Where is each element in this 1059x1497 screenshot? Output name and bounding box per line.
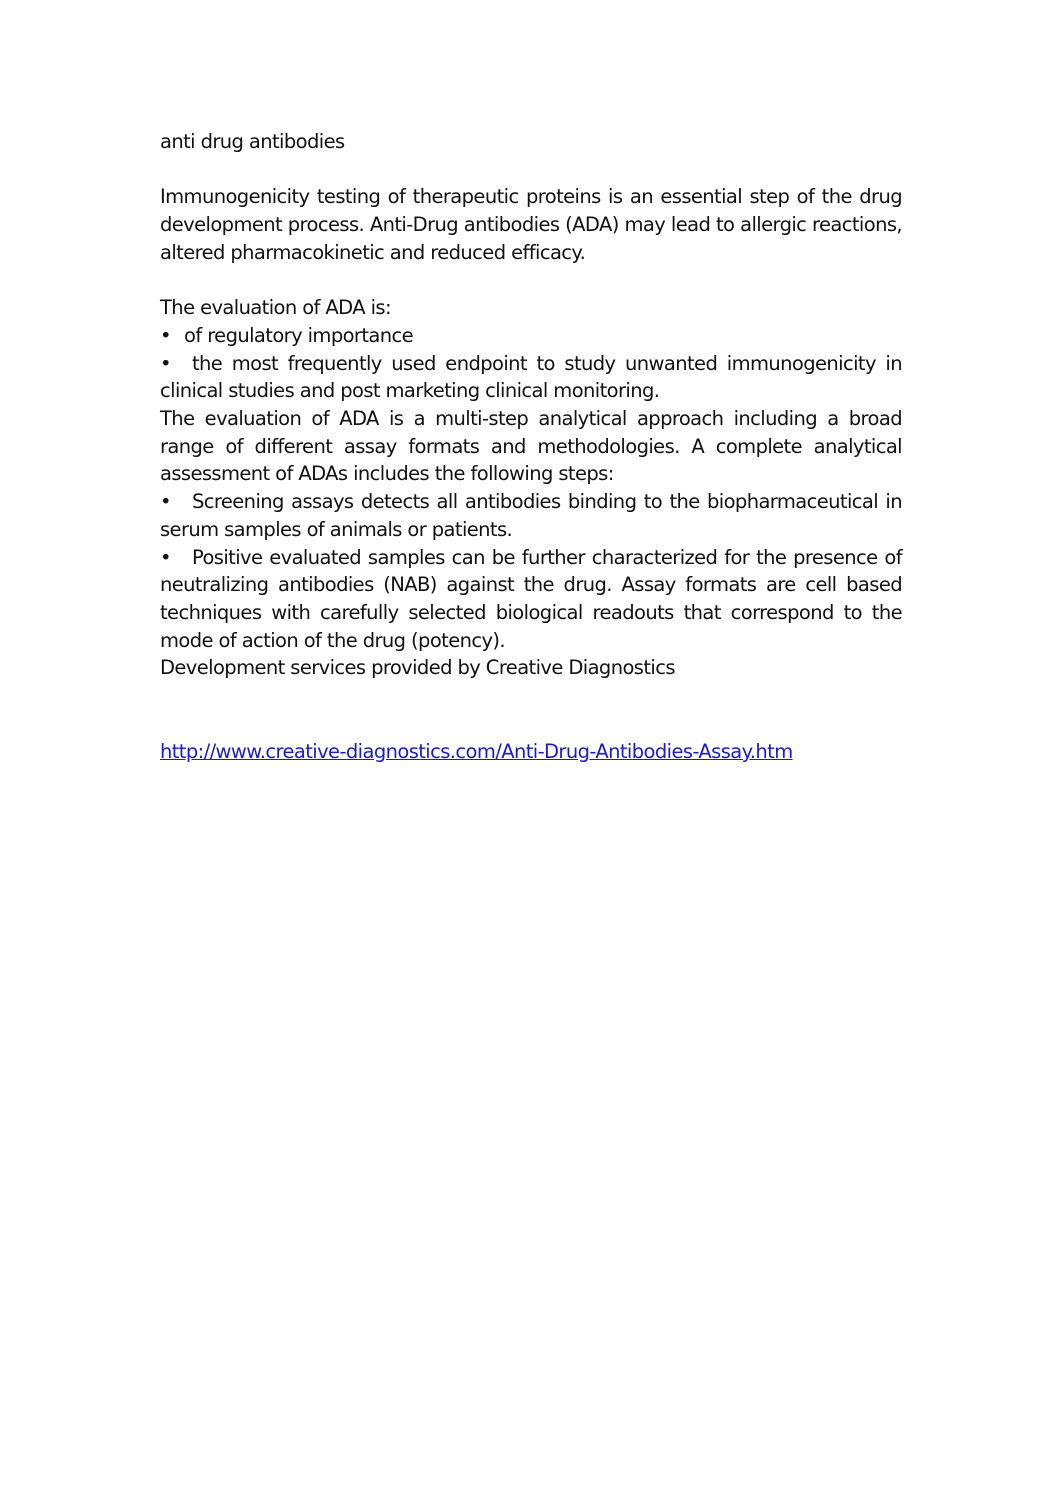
- document-body: [160, 128, 902, 682]
- spacer: [160, 267, 902, 295]
- spacer: [160, 156, 902, 184]
- bullet-icon: •: [160, 490, 171, 514]
- evaluation-point-text: of regulatory importance: [184, 323, 414, 347]
- evaluation-heading: The evaluation of ADA is:: [160, 296, 391, 320]
- step-text: Positive evaluated samples can be further characterized for the presence of neutralizing antibodies (NAB) against the drug. Assay formats are cell based techniques with carefully selected biological readouts that correspond to the mode of action of the drug (potency).: [160, 545, 902, 652]
- approach-paragraph: The evaluation of ADA is a multi-step analytical approach including a broad range of different assay formats and methodologies. A complete analytical assessment of ADAs includes the following steps:: [160, 407, 902, 486]
- bullet-icon: •: [160, 351, 171, 375]
- step-item: [160, 488, 902, 543]
- bullet-icon: •: [160, 545, 171, 569]
- link-container: [160, 738, 793, 766]
- intro-paragraph: Immunogenicity testing of therapeutic proteins is an essential step of the drug development process. Anti-Drug antibodies (ADA) may lead to allergic reactions, altered pharmacokinetic and reduced efficacy.: [160, 185, 902, 264]
- document-title: anti drug antibodies: [160, 130, 345, 153]
- step-text: Screening assays detects all antibodies binding to the biopharmaceutical in serum samples of animals or patients.: [160, 490, 902, 541]
- evaluation-point: [160, 350, 902, 405]
- evaluation-point: [160, 322, 902, 350]
- source-link[interactable]: http://www.creative-diagnostics.com/Anti-Drug-Antibodies-Assay.htm: [160, 740, 793, 763]
- step-item: [160, 544, 902, 655]
- bullet-icon: •: [160, 323, 171, 347]
- provider-line: Development services provided by Creative Diagnostics: [160, 656, 675, 680]
- evaluation-point-text: the most frequently used endpoint to study unwanted immunogenicity in clinical studies and post marketing clinical monitoring.: [160, 351, 902, 403]
